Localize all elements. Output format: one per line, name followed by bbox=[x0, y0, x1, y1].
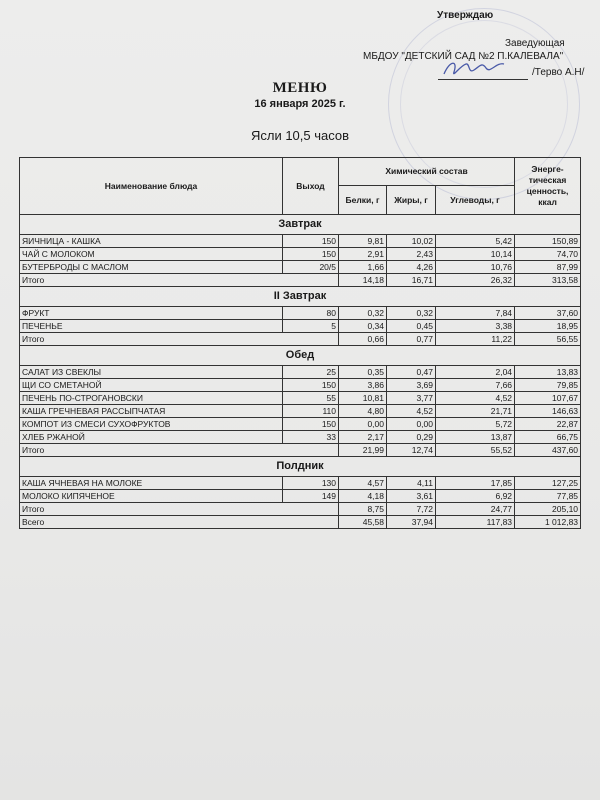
dish-energy: 150,89 bbox=[515, 235, 581, 248]
dish-row bbox=[20, 418, 581, 431]
dish-row bbox=[20, 320, 581, 333]
dish-fat: 0,32 bbox=[387, 307, 436, 320]
dish-fat: 0,47 bbox=[387, 366, 436, 379]
dish-row bbox=[20, 307, 581, 320]
dish-output: 130 bbox=[283, 477, 339, 490]
dish-carbs: 6,92 bbox=[436, 490, 515, 503]
dish-carbs: 10,14 bbox=[436, 248, 515, 261]
total-energy: 437,60 bbox=[515, 444, 581, 457]
dish-name: МОЛОКО КИПЯЧЕНОЕ bbox=[20, 490, 283, 503]
grand-total-row bbox=[20, 516, 581, 529]
col-protein-header: Белки, г bbox=[339, 186, 387, 215]
dish-energy: 146,63 bbox=[515, 405, 581, 418]
head-label: Заведующая bbox=[505, 38, 565, 49]
dish-row bbox=[20, 366, 581, 379]
dish-row bbox=[20, 248, 581, 261]
dish-output: 55 bbox=[283, 392, 339, 405]
section-total-row bbox=[20, 503, 581, 516]
dish-energy: 66,75 bbox=[515, 431, 581, 444]
dish-protein: 0,35 bbox=[339, 366, 387, 379]
dish-row bbox=[20, 392, 581, 405]
dish-carbs: 17,85 bbox=[436, 477, 515, 490]
dish-carbs: 21,71 bbox=[436, 405, 515, 418]
dish-row bbox=[20, 477, 581, 490]
dish-protein: 4,80 bbox=[339, 405, 387, 418]
dish-protein: 0,34 bbox=[339, 320, 387, 333]
total-carbs: 55,52 bbox=[436, 444, 515, 457]
total-energy: 56,55 bbox=[515, 333, 581, 346]
grand-total-fat: 37,94 bbox=[387, 516, 436, 529]
dish-name: ЯИЧНИЦА - КАШКА bbox=[20, 235, 283, 248]
col-fat-header: Жиры, г bbox=[387, 186, 436, 215]
dish-output: 150 bbox=[283, 248, 339, 261]
dish-row bbox=[20, 405, 581, 418]
dish-output: 80 bbox=[283, 307, 339, 320]
dish-name: ЩИ СО СМЕТАНОЙ bbox=[20, 379, 283, 392]
grand-total-energy: 1 012,83 bbox=[515, 516, 581, 529]
dish-fat: 3,77 bbox=[387, 392, 436, 405]
total-label: Итого bbox=[20, 444, 339, 457]
dish-output: 25 bbox=[283, 366, 339, 379]
dish-energy: 37,60 bbox=[515, 307, 581, 320]
dish-fat: 3,61 bbox=[387, 490, 436, 503]
section-title: II Завтрак bbox=[20, 287, 581, 307]
dish-energy: 107,67 bbox=[515, 392, 581, 405]
total-protein: 14,18 bbox=[339, 274, 387, 287]
section-header-row bbox=[20, 287, 581, 307]
dish-fat: 4,26 bbox=[387, 261, 436, 274]
dish-output: 20/5 bbox=[283, 261, 339, 274]
total-energy: 313,58 bbox=[515, 274, 581, 287]
dish-protein: 2,91 bbox=[339, 248, 387, 261]
total-energy: 205,10 bbox=[515, 503, 581, 516]
dish-carbs: 13,87 bbox=[436, 431, 515, 444]
dish-name: ЧАЙ С МОЛОКОМ bbox=[20, 248, 283, 261]
dish-row bbox=[20, 235, 581, 248]
dish-fat: 0,00 bbox=[387, 418, 436, 431]
dish-carbs: 10,76 bbox=[436, 261, 515, 274]
dish-row bbox=[20, 490, 581, 503]
dish-name: ПЕЧЕНЬ ПО-СТРОГАНОВСКИ bbox=[20, 392, 283, 405]
section-total-row bbox=[20, 444, 581, 457]
dish-name: КАША ЯЧНЕВАЯ НА МОЛОКЕ bbox=[20, 477, 283, 490]
col-output-header: Выход bbox=[283, 158, 339, 215]
dish-name: САЛАТ ИЗ СВЕКЛЫ bbox=[20, 366, 283, 379]
dish-carbs: 7,84 bbox=[436, 307, 515, 320]
dish-output: 150 bbox=[283, 418, 339, 431]
dish-output: 5 bbox=[283, 320, 339, 333]
approve-label: Утверждаю bbox=[437, 10, 494, 21]
dish-fat: 4,52 bbox=[387, 405, 436, 418]
dish-name: БУТЕРБРОДЫ С МАСЛОМ bbox=[20, 261, 283, 274]
dish-energy: 127,25 bbox=[515, 477, 581, 490]
total-protein: 8,75 bbox=[339, 503, 387, 516]
dish-energy: 13,83 bbox=[515, 366, 581, 379]
dish-row bbox=[20, 261, 581, 274]
dish-output: 150 bbox=[283, 379, 339, 392]
head-name: /Терво А.Н/ bbox=[532, 67, 585, 78]
section-total-row bbox=[20, 274, 581, 287]
dish-fat: 10,02 bbox=[387, 235, 436, 248]
dish-name: КАША ГРЕЧНЕВАЯ РАССЫПЧАТАЯ bbox=[20, 405, 283, 418]
total-fat: 16,71 bbox=[387, 274, 436, 287]
section-total-row bbox=[20, 333, 581, 346]
signature-icon bbox=[440, 56, 510, 82]
dish-protein: 9,81 bbox=[339, 235, 387, 248]
dish-energy: 22,87 bbox=[515, 418, 581, 431]
dish-output: 110 bbox=[283, 405, 339, 418]
grand-total-label: Всего bbox=[20, 516, 339, 529]
dish-protein: 3,86 bbox=[339, 379, 387, 392]
dish-energy: 18,95 bbox=[515, 320, 581, 333]
dish-carbs: 4,52 bbox=[436, 392, 515, 405]
total-protein: 0,66 bbox=[339, 333, 387, 346]
page-title: МЕНЮ bbox=[272, 80, 328, 96]
dish-output: 150 bbox=[283, 235, 339, 248]
dish-fat: 0,45 bbox=[387, 320, 436, 333]
dish-energy: 79,85 bbox=[515, 379, 581, 392]
dish-name: КОМПОТ ИЗ СМЕСИ СУХОФРУКТОВ bbox=[20, 418, 283, 431]
grand-total-carbs: 117,83 bbox=[436, 516, 515, 529]
col-chem-header: Химический состав bbox=[339, 158, 515, 186]
dish-carbs: 5,72 bbox=[436, 418, 515, 431]
dish-output: 149 bbox=[283, 490, 339, 503]
dish-row bbox=[20, 379, 581, 392]
col-carbs-header: Углеводы, г bbox=[436, 186, 515, 215]
dish-protein: 10,81 bbox=[339, 392, 387, 405]
total-fat: 7,72 bbox=[387, 503, 436, 516]
section-title: Завтрак bbox=[20, 215, 581, 235]
total-fat: 12,74 bbox=[387, 444, 436, 457]
dish-carbs: 2,04 bbox=[436, 366, 515, 379]
total-carbs: 26,32 bbox=[436, 274, 515, 287]
section-title: Полдник bbox=[20, 457, 581, 477]
dish-protein: 1,66 bbox=[339, 261, 387, 274]
dish-fat: 4,11 bbox=[387, 477, 436, 490]
dish-fat: 3,69 bbox=[387, 379, 436, 392]
dish-protein: 0,00 bbox=[339, 418, 387, 431]
dish-energy: 74,70 bbox=[515, 248, 581, 261]
total-label: Итого bbox=[20, 503, 339, 516]
menu-table bbox=[19, 157, 581, 529]
section-header-row bbox=[20, 346, 581, 366]
dish-row bbox=[20, 431, 581, 444]
total-label: Итого bbox=[20, 274, 339, 287]
dish-protein: 0,32 bbox=[339, 307, 387, 320]
dish-carbs: 5,42 bbox=[436, 235, 515, 248]
section-header-row bbox=[20, 215, 581, 235]
menu-date: 16 января 2025 г. bbox=[254, 98, 346, 110]
dish-protein: 4,57 bbox=[339, 477, 387, 490]
total-protein: 21,99 bbox=[339, 444, 387, 457]
dish-protein: 2,17 bbox=[339, 431, 387, 444]
col-dish-header: Наименование блюда bbox=[20, 158, 283, 215]
dish-energy: 87,99 bbox=[515, 261, 581, 274]
org-name: МБДОУ "ДЕТСКИЙ САД №2 П.КАЛЕВАЛА" bbox=[363, 51, 564, 62]
total-fat: 0,77 bbox=[387, 333, 436, 346]
menu-subtitle: Ясли 10,5 часов bbox=[250, 128, 350, 143]
total-carbs: 24,77 bbox=[436, 503, 515, 516]
dish-name: ХЛЕБ РЖАНОЙ bbox=[20, 431, 283, 444]
total-label: Итого bbox=[20, 333, 339, 346]
col-energy-header: Энерге-тическая ценность, ккал bbox=[515, 158, 581, 215]
grand-total-protein: 45,58 bbox=[339, 516, 387, 529]
dish-name: ПЕЧЕНЬЕ bbox=[20, 320, 283, 333]
dish-fat: 2,43 bbox=[387, 248, 436, 261]
dish-fat: 0,29 bbox=[387, 431, 436, 444]
dish-name: ФРУКТ bbox=[20, 307, 283, 320]
dish-carbs: 7,66 bbox=[436, 379, 515, 392]
section-title: Обед bbox=[20, 346, 581, 366]
dish-output: 33 bbox=[283, 431, 339, 444]
dish-protein: 4,18 bbox=[339, 490, 387, 503]
dish-carbs: 3,38 bbox=[436, 320, 515, 333]
dish-energy: 77,85 bbox=[515, 490, 581, 503]
section-header-row bbox=[20, 457, 581, 477]
menu-table-body bbox=[20, 215, 581, 529]
total-carbs: 11,22 bbox=[436, 333, 515, 346]
